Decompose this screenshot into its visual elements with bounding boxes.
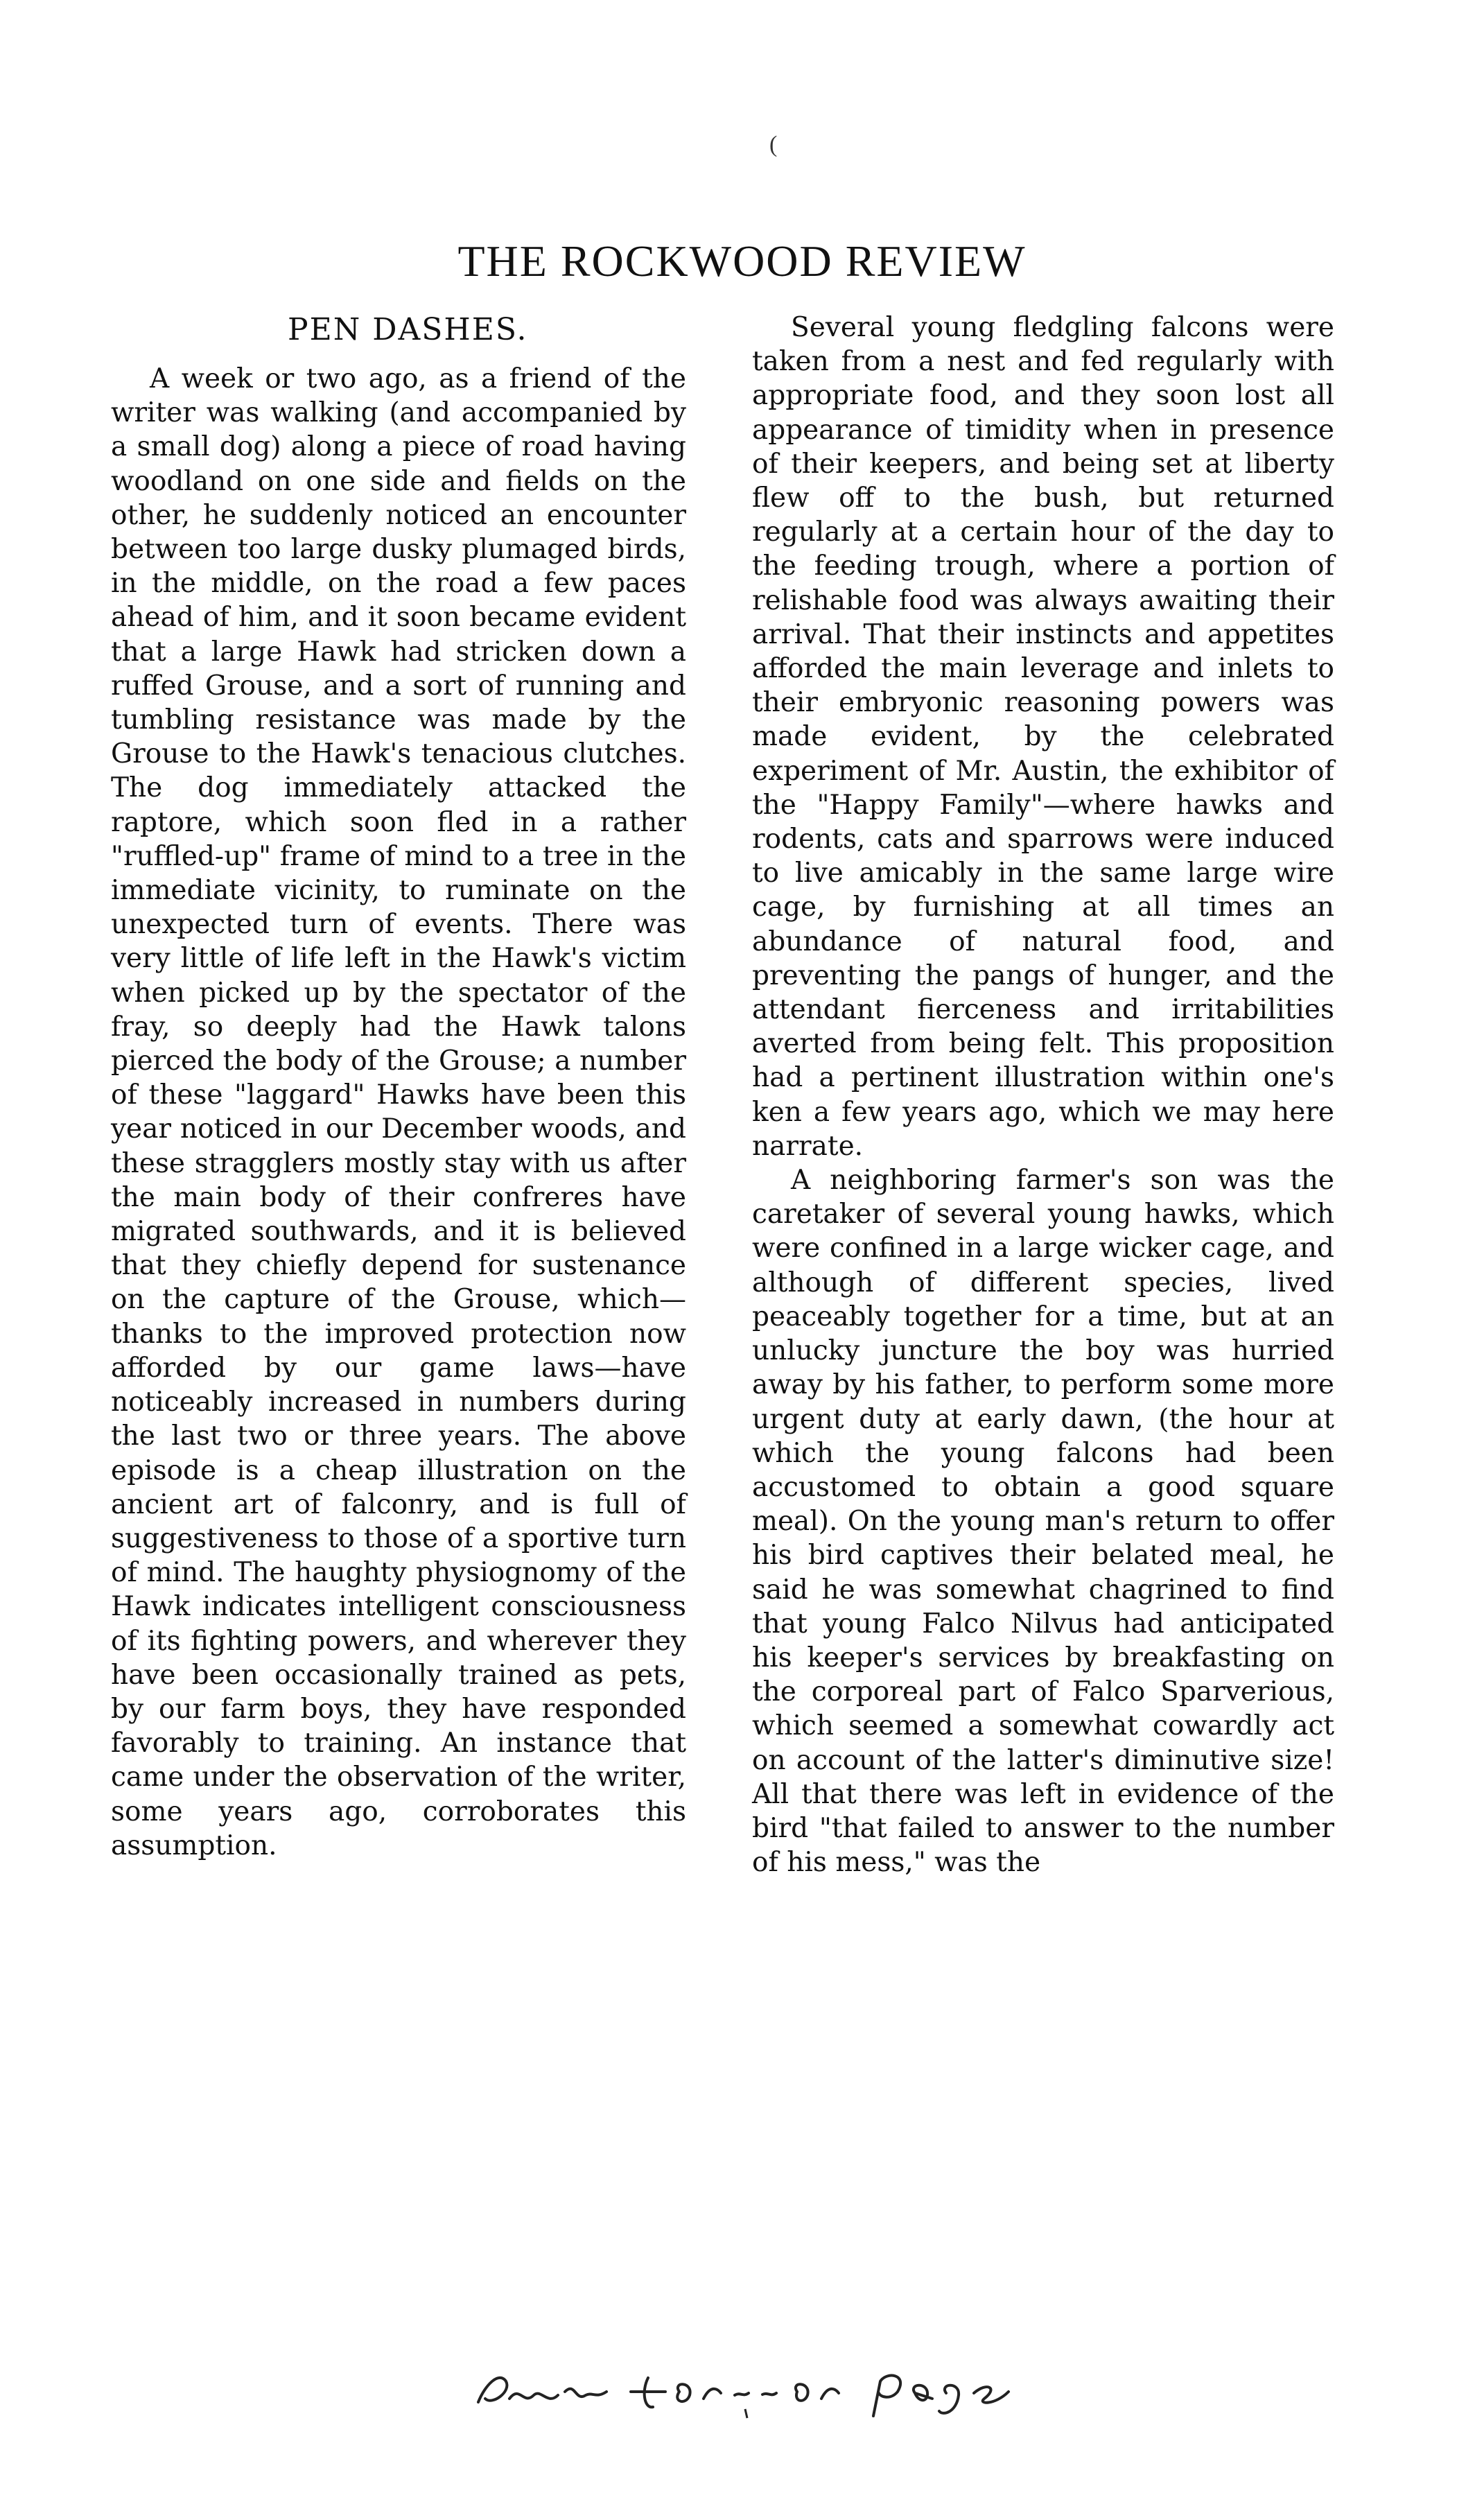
masthead-title: THE ROCKWOOD REVIEW: [457, 236, 1027, 286]
page-mark: (: [769, 132, 778, 157]
handwritten-note: [471, 2343, 1026, 2419]
right-paragraph-1: Several young fledgling falcons were taken from a nest and fed regularly with appropriate food, and they soon lost all appearance of timidity when in presence of their keepers, and being set at liberty flew off to the bush, but returned regularly at a certain hour of the day to the feeding trough, where a portion of relishable food was always awaiting their arrival. That their instincts and appetites afforded the main leverage and inlets to their embryonic reasoning powers was made evident, by the celebrated experiment of Mr. Austin, the exhibitor of the "Happy Family"—where hawks and rodents, cats and sparrows were induced to live amicably in the same large wire cage, by furnishing at all times an abundance of natural food, and preventing the pangs of hunger, and the attendant fierceness and irritabilities averted from being felt. This proposition had a pertinent illustration within one's ken a few years ago, which we may here narrate.: [752, 312, 1334, 1162]
right-paragraph-2: A neighboring farmer's son was the caretaker of several young hawks, which were confined in a large wicker cage, and although of different species, lived peaceably together for a time, but at an unlucky juncture the boy was hurried away by his father, to perform some more urgent duty at early dawn, (the hour at which the young falcons had been accustomed to obtain a good square meal). On the young man's return to offer his bird captives their belated meal, he said he was somewhat chagrined to find that young Falco Nilvus had anticipated his keeper's services by breakfasting on the corporeal part of Falco Sparverious, which seemed a somewhat cowardly act on account of the latter's diminutive size! All that there was left in evidence of the bird "that failed to answer to the number of his mess," was the: [752, 1165, 1334, 1879]
section-heading: PEN DASHES.: [288, 312, 528, 347]
left-paragraph-1: A week or two ago, as a friend of the writer was walking (and accompanied by a small dog) along a piece of road having woodland on one side and fields on the other, he suddenly noticed an encounter between too large dusky plumaged birds, in the middle, on the road a few paces ahead of him, and it soon became evident that a large Hawk had stricken down a ruffed Grouse, and a sort of running and tumbling resistance was made by the Grouse to the Hawk's tenacious clutches. The dog immediately attacked the raptore, which soon fled in a rather "ruffled-up" frame of mind to a tree in the immediate vicinity, to ruminate on the unexpected turn of events. There was very little of life left in the Hawk's victim when picked up by the spectator of the fray, so deeply had the Hawk talons pierced the body of the Grouse; a number of these "laggard" Hawks have been this year noticed in our December woods, and these stragglers mostly stay with us after the main body of their confreres have migrated southwards, and it is believed that they chiefly depend for sustenance on the capture of the Grouse, which—thanks to the improved protection now afforded by our game laws—have noticeably increased in numbers during the last two or three years. The above episode is a cheap illustration on the ancient art of falconry, and is full of suggestiveness to those of a sportive turn of mind. The haughty physiognomy of the Hawk indicates intelligent consciousness of its fighting powers, and wherever they have been occasionally trained as pets, by our farm boys, they have responded favorably to training. An instance that came under the observation of the writer, some years ago, corroborates this assumption.: [111, 363, 686, 1861]
left-column: [111, 311, 686, 1863]
right-column: [752, 311, 1334, 1879]
